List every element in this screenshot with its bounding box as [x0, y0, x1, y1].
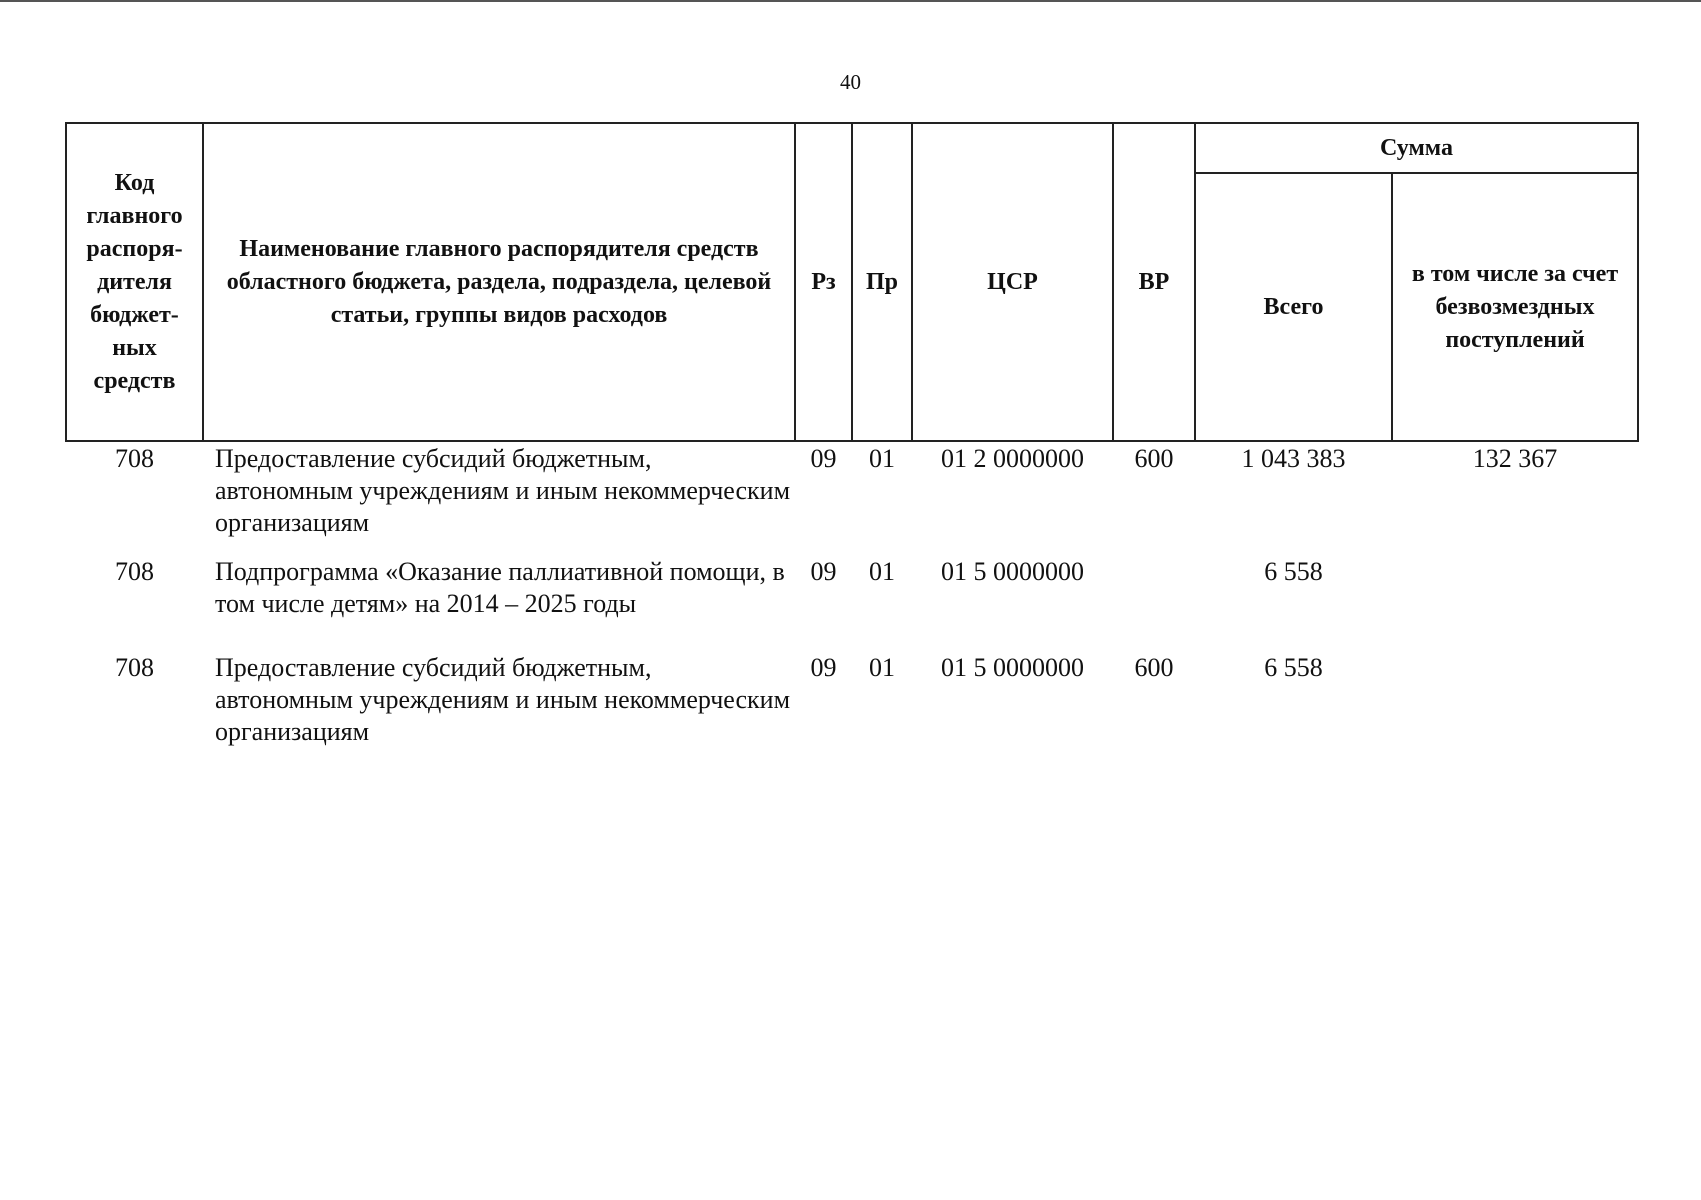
cell-vr: 600 [1134, 653, 1174, 682]
cell-pr: 01 [869, 444, 895, 473]
header-vr: ВР [1113, 123, 1195, 441]
cell-total: 1 043 383 [1241, 444, 1346, 473]
cell-vr [1113, 556, 1195, 652]
cell-name: Предоставление субсидий бюджетным, автономным учреждениям и иным некоммерческим организациям [215, 444, 791, 537]
header-total: Всего [1195, 173, 1392, 441]
header-name: Наименование главного распорядителя средств областного бюджета, раздела, подраздела, целевой статьи, группы видов расходов [203, 123, 795, 441]
header-rz: Рз [795, 123, 852, 441]
table-row [66, 652, 1638, 748]
cell-csr: 01 2 0000000 [941, 444, 1084, 473]
cell-pr: 01 [869, 653, 895, 682]
header-code: Код главного распоря-дителя бюджет-ных средств [66, 123, 203, 441]
cell-pr: 01 [869, 557, 895, 586]
cell-rz: 09 [810, 557, 837, 586]
cell-code: 708 [115, 653, 154, 682]
cell-total: 6 558 [1264, 653, 1323, 682]
cell-name: Подпрограмма «Оказание паллиативной помощи, в том числе детям» на 2014 – 2025 годы [215, 557, 785, 618]
cell-csr: 01 5 0000000 [941, 557, 1084, 586]
cell-csr: 01 5 0000000 [941, 653, 1084, 682]
header-csr: ЦСР [912, 123, 1113, 441]
cell-vr: 600 [1134, 444, 1174, 473]
cell-rz: 09 [810, 444, 837, 473]
header-including: в том числе за счет безвозмездных поступлений [1392, 173, 1638, 441]
page-number: 40 [840, 70, 861, 94]
cell-including [1392, 556, 1638, 652]
cell-rz: 09 [810, 653, 837, 682]
cell-total: 6 558 [1264, 557, 1323, 586]
table-row [66, 556, 1638, 652]
header-sum: Сумма [1195, 123, 1638, 173]
cell-code: 708 [115, 557, 154, 586]
top-rule [0, 0, 1701, 2]
header-pr: Пр [852, 123, 912, 441]
budget-table [65, 122, 1639, 748]
cell-including: 132 367 [1472, 444, 1558, 473]
table-row [66, 441, 1638, 556]
cell-code: 708 [115, 444, 154, 473]
cell-including [1392, 652, 1638, 748]
table-header [66, 123, 1638, 441]
table-body [66, 441, 1638, 748]
cell-name: Предоставление субсидий бюджетным, автономным учреждениям и иным некоммерческим организациям [215, 653, 791, 746]
